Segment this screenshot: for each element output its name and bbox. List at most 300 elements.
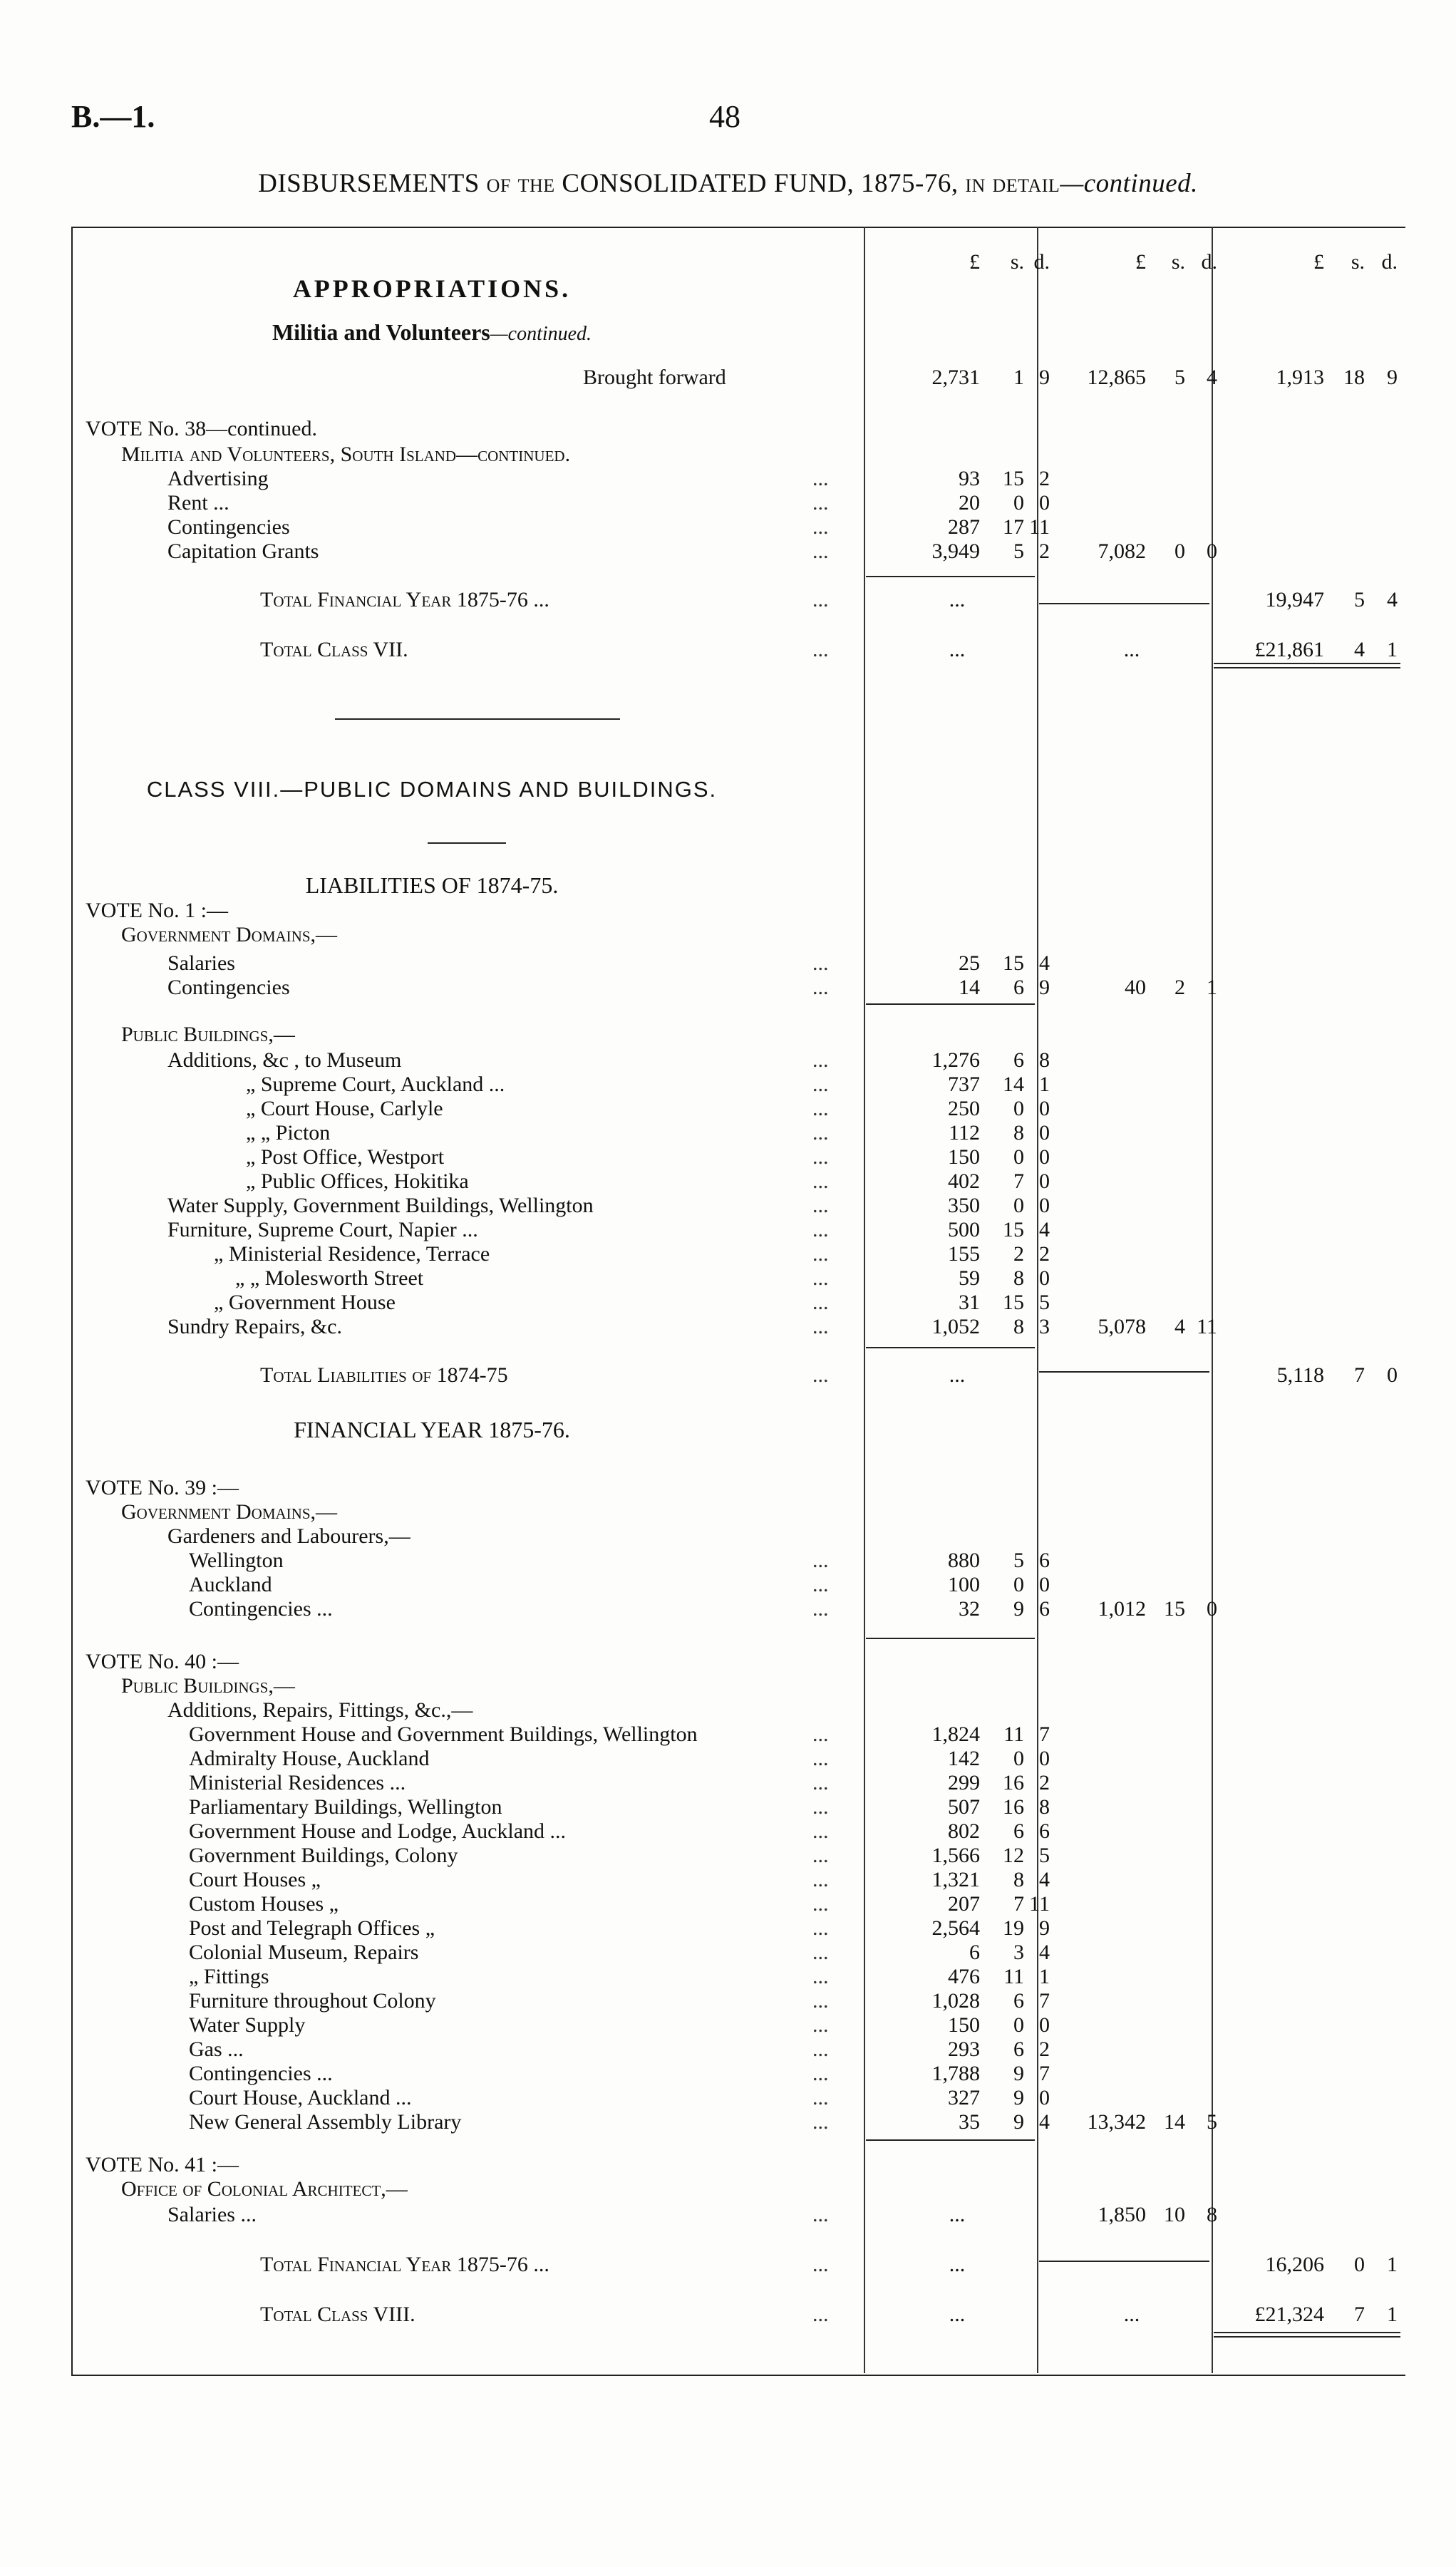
leader-dots: ... (812, 2062, 829, 2085)
pounds-value: 350 (948, 1194, 980, 1217)
row-label: Government House and Lodge, Auckland ... (189, 1819, 567, 1843)
row-label: „ Public Offices, Hokitika (246, 1169, 469, 1193)
leader-dots: ... (812, 467, 829, 490)
shillings-value: 16 (1003, 1771, 1024, 1794)
shillings-value: 5 (1174, 366, 1185, 389)
table-row (0, 2061, 1456, 2087)
row-label: VOTE No. 1 :— (86, 899, 228, 922)
pounds-value: 500 (948, 1218, 980, 1241)
table-row (0, 1596, 1456, 1622)
page-number: 48 (709, 99, 740, 134)
pounds-value: 207 (948, 1892, 980, 1916)
pound-header: £ (1135, 250, 1146, 274)
shillings-value: 7 (1354, 2303, 1365, 2326)
row-label: Militia and Volunteers, South Island—continued. (121, 443, 571, 466)
pounds-value: 155 (948, 1242, 980, 1266)
title-part-a: DISBURSEMENTS (258, 169, 480, 198)
table-row (0, 1048, 1456, 1073)
table-row (0, 898, 1456, 924)
title-part-d: in detail (965, 169, 1060, 198)
table-row (0, 2302, 1456, 2328)
leader-dots: ... (812, 1573, 829, 1596)
pounds-value: ... (949, 1363, 966, 1387)
pounds-value: ... (1123, 638, 1140, 661)
pounds-value: 150 (948, 2013, 980, 2037)
shillings-value: 10 (1164, 2203, 1185, 2226)
shillings-value: 15 (1003, 1218, 1024, 1241)
pounds-value: 250 (948, 1097, 980, 1120)
shillings-value: 14 (1164, 2110, 1185, 2134)
row-label: „ Supreme Court, Auckland ... (246, 1073, 505, 1096)
pounds-value: 32 (959, 1597, 980, 1621)
table-row (0, 1475, 1456, 1501)
table-row (0, 1988, 1456, 2014)
table-row (0, 587, 1456, 613)
row-label: Furniture throughout Colony (189, 1989, 436, 2013)
pence-value: 0 (1207, 1597, 1217, 1621)
title-part-e: —continued. (1060, 169, 1198, 198)
shillings-value: 0 (1354, 2253, 1365, 2276)
row-label: Brought forward (583, 366, 726, 389)
shillings-value: 12 (1003, 1844, 1024, 1867)
pounds-value: 40 (1125, 976, 1146, 999)
shillings-value: 8 (1013, 1121, 1024, 1145)
table-row (0, 1843, 1456, 1869)
table-row (0, 416, 1456, 442)
pence-value: 7 (1039, 1989, 1050, 2013)
row-label: Office of Colonial Architect,— (121, 2177, 408, 2201)
row-label: Advertising (167, 467, 269, 490)
pounds-value: 1,276 (931, 1048, 980, 1072)
row-label: Salaries ... (167, 2203, 257, 2226)
table-row (0, 1746, 1456, 1772)
pence-value: 0 (1387, 1363, 1398, 1387)
table-row (0, 1819, 1456, 1844)
total-rule (1214, 2332, 1400, 2333)
pounds-value: 1,321 (931, 1868, 980, 1891)
shillings-value: 19 (1003, 1916, 1024, 1940)
shillings-value: 5 (1354, 588, 1365, 611)
table-row (0, 1363, 1456, 1388)
table-row (0, 1649, 1456, 1675)
leader-dots: ... (812, 1073, 829, 1096)
shillings-value: 6 (1013, 1989, 1024, 2013)
pence-value: 7 (1039, 1722, 1050, 1746)
pence-value: 0 (1039, 1266, 1050, 1290)
row-label: Additions, &c , to Museum (167, 1048, 402, 1072)
total-rule (1214, 667, 1400, 668)
table-row (0, 922, 1456, 948)
table-row (0, 637, 1456, 663)
subtotal-rule (1039, 603, 1209, 604)
shillings-value: 0 (1013, 491, 1024, 515)
leader-dots: ... (812, 1747, 829, 1770)
subtotal-rule (1039, 1371, 1209, 1373)
leader-dots: ... (812, 2013, 829, 2037)
pence-value: 0 (1039, 2013, 1050, 2037)
pence-value: 11 (1029, 1892, 1050, 1916)
pence-value: 0 (1039, 2086, 1050, 2109)
pence-value: 4 (1387, 588, 1398, 611)
table-row (0, 1698, 1456, 1723)
pounds-value: 1,824 (931, 1722, 980, 1746)
subtotal-rule (1039, 2261, 1209, 2262)
pounds-value: 150 (948, 1145, 980, 1169)
leader-dots: ... (812, 539, 829, 563)
heading-appropriations: APPROPRIATIONS. (292, 274, 572, 303)
pence-value: 0 (1039, 1145, 1050, 1169)
pence-value: 8 (1207, 2203, 1217, 2226)
shillings-value: 5 (1013, 539, 1024, 563)
shillings-value: 6 (1013, 2037, 1024, 2061)
row-label: Contingencies ... (189, 2062, 333, 2085)
table-row (0, 1241, 1456, 1267)
table-row (0, 2085, 1456, 2111)
table-row (0, 1673, 1456, 1699)
table-row (0, 2252, 1456, 2278)
pence-value: 9 (1039, 976, 1050, 999)
page-title (0, 168, 1456, 199)
row-label: „ „ Molesworth Street (235, 1266, 424, 1290)
table-row (0, 1193, 1456, 1219)
table-row (0, 539, 1456, 564)
row-label: Government House and Government Buildings, Wellington (189, 1722, 698, 1746)
pounds-value: 3,949 (931, 539, 980, 563)
pounds-value: 31 (959, 1291, 980, 1314)
leader-dots: ... (812, 2253, 829, 2276)
table-row (0, 951, 1456, 976)
leader-dots: ... (812, 1291, 829, 1314)
pence-value: 0 (1207, 539, 1217, 563)
table-row (0, 1524, 1456, 1549)
table-row (0, 1722, 1456, 1747)
table-row (0, 1022, 1456, 1048)
table-row (0, 1548, 1456, 1574)
pounds-value: 1,566 (931, 1844, 980, 1867)
row-label: Salaries (167, 951, 235, 975)
shillings-value: 18 (1343, 366, 1365, 389)
pence-value: 11 (1197, 1315, 1217, 1338)
leader-dots: ... (812, 1363, 829, 1387)
table-row (0, 1770, 1456, 1796)
row-label: Total Class VIII. (260, 2303, 415, 2326)
pounds-value: 20 (959, 491, 980, 515)
pounds-value: 12,865 (1087, 366, 1146, 389)
shillings-value: 6 (1013, 1048, 1024, 1072)
table-row (0, 1572, 1456, 1598)
pounds-value: 802 (948, 1819, 980, 1843)
pence-value: 1 (1039, 1073, 1050, 1096)
leader-dots: ... (812, 1916, 829, 1940)
row-label: VOTE No. 41 :— (86, 2153, 239, 2176)
shillings-value: 6 (1013, 1819, 1024, 1843)
table-row (0, 1072, 1456, 1097)
pence-value: 4 (1039, 1218, 1050, 1241)
pounds-value: 402 (948, 1169, 980, 1193)
pounds-value: 13,342 (1087, 2110, 1146, 2134)
row-label: Rent ... (167, 491, 229, 515)
row-label: Colonial Museum, Repairs (189, 1941, 419, 1964)
heading-militia-cont: —continued. (490, 323, 592, 345)
leader-dots: ... (812, 1941, 829, 1964)
pounds-value: 25 (959, 951, 980, 975)
row-label: Water Supply (189, 2013, 306, 2037)
pence-header: d. (1033, 250, 1050, 274)
row-label: Gardeners and Labourers,— (167, 1524, 411, 1548)
pence-value: 6 (1039, 1549, 1050, 1572)
column-header-row (0, 249, 1456, 275)
row-label: Post and Telegraph Offices „ (189, 1916, 435, 1940)
section-rule (335, 718, 620, 720)
leader-dots: ... (812, 491, 829, 515)
pounds-value: 880 (948, 1549, 980, 1572)
pounds-value: 5,078 (1098, 1315, 1146, 1338)
pounds-value: 327 (948, 2086, 980, 2109)
row-label: Total Liabilities of 1874-75 (260, 1363, 508, 1387)
pounds-value: 1,052 (931, 1315, 980, 1338)
shillings-value: 16 (1003, 1795, 1024, 1819)
shillings-value: 7 (1013, 1892, 1024, 1916)
pence-value: 8 (1039, 1048, 1050, 1072)
table-row (0, 1964, 1456, 1990)
row-label: Government Domains,— (121, 1500, 337, 1524)
pence-header: d. (1201, 250, 1217, 274)
shillings-value: 9 (1013, 2062, 1024, 2085)
shillings-value: 0 (1013, 1747, 1024, 1770)
row-label: „ Government House (214, 1291, 396, 1314)
row-label: Court House, Auckland ... (189, 2086, 412, 2109)
row-label: Capitation Grants (167, 539, 319, 563)
pounds-value: 1,850 (1098, 2203, 1146, 2226)
pence-value: 2 (1039, 1242, 1050, 1266)
leader-dots: ... (812, 1194, 829, 1217)
leader-dots: ... (812, 1145, 829, 1169)
pence-value: 1 (1387, 638, 1398, 661)
table-row (0, 490, 1456, 516)
leader-dots: ... (812, 976, 829, 999)
leader-dots: ... (812, 1892, 829, 1916)
shillings-value: 14 (1003, 1073, 1024, 1096)
pounds-value: 1,913 (1276, 366, 1324, 389)
shillings-value: 0 (1013, 2013, 1024, 2037)
pence-value: 0 (1039, 1747, 1050, 1770)
table-row (0, 1867, 1456, 1893)
pence-value: 5 (1207, 2110, 1217, 2134)
pound-header: £ (969, 250, 980, 274)
pounds-value: ... (949, 2253, 966, 2276)
leader-dots: ... (812, 1169, 829, 1193)
row-label: Total Financial Year 1875-76 ... (260, 588, 549, 611)
row-label: Contingencies (167, 515, 290, 539)
shilling-header: s. (1351, 250, 1365, 274)
row-label: VOTE No. 38—continued. (86, 417, 317, 440)
leader-dots: ... (812, 1549, 829, 1572)
pounds-value: 6 (969, 1941, 980, 1964)
pounds-value: 299 (948, 1771, 980, 1794)
pounds-value: ... (949, 2203, 966, 2226)
table-row (0, 2152, 1456, 2178)
row-label: VOTE No. 40 :— (86, 1650, 239, 1673)
pence-value: 9 (1039, 1916, 1050, 1940)
total-rule (1214, 663, 1400, 664)
pence-value: 4 (1039, 951, 1050, 975)
leader-dots: ... (812, 1722, 829, 1746)
pence-value: 4 (1039, 1868, 1050, 1891)
shillings-value: 4 (1354, 638, 1365, 661)
pence-value: 3 (1039, 1315, 1050, 1338)
shillings-value: 8 (1013, 1868, 1024, 1891)
leader-dots: ... (812, 1597, 829, 1621)
table-row (0, 1891, 1456, 1917)
heading-militia (0, 319, 864, 346)
pence-value: 0 (1039, 1169, 1050, 1193)
leader-dots: ... (812, 2303, 829, 2326)
pence-value: 2 (1039, 2037, 1050, 2061)
pounds-value: 59 (959, 1266, 980, 1290)
pence-value: 4 (1207, 366, 1217, 389)
heading-militia-text: Militia and Volunteers (272, 319, 490, 345)
leader-dots: ... (812, 951, 829, 975)
table-row (0, 2176, 1456, 2202)
row-label: New General Assembly Library (189, 2110, 462, 2134)
pence-value: 6 (1039, 1597, 1050, 1621)
row-label: Court Houses „ (189, 1868, 321, 1891)
pounds-value: £21,861 (1254, 638, 1324, 661)
table-row (0, 1314, 1456, 1340)
heading-class8: CLASS VIII.—PUBLIC DOMAINS AND BUILDINGS. (146, 777, 718, 802)
row-label: Parliamentary Buildings, Wellington (189, 1795, 502, 1819)
row-label: Government Buildings, Colony (189, 1844, 458, 1867)
title-part-c: CONSOLIDATED FUND, 1875-76, (562, 169, 959, 198)
pence-value: 2 (1039, 1771, 1050, 1794)
pounds-value: 142 (948, 1747, 980, 1770)
leader-dots: ... (812, 1218, 829, 1241)
leader-dots: ... (812, 1771, 829, 1794)
table-row (0, 2202, 1456, 2228)
pence-value: 2 (1039, 539, 1050, 563)
pounds-value: ... (1123, 2303, 1140, 2326)
row-label: Public Buildings,— (121, 1674, 295, 1698)
pounds-value: 7,082 (1098, 539, 1146, 563)
shillings-value: 15 (1003, 467, 1024, 490)
pence-value: 9 (1387, 366, 1398, 389)
pounds-value: 737 (948, 1073, 980, 1096)
shillings-value: 2 (1013, 1242, 1024, 1266)
subtotal-rule (866, 1003, 1035, 1005)
subtotal-rule (866, 1347, 1035, 1348)
shillings-value: 5 (1013, 1549, 1024, 1572)
pounds-value: 2,731 (931, 366, 980, 389)
short-rule (428, 842, 506, 844)
pounds-value: 16,206 (1265, 2253, 1324, 2276)
leader-dots: ... (812, 2037, 829, 2061)
row-label: „ Fittings (189, 1965, 269, 1988)
shillings-value: 9 (1013, 2110, 1024, 2134)
table-row (0, 1940, 1456, 1966)
subtotal-rule (866, 576, 1035, 577)
shilling-header: s. (1010, 250, 1024, 274)
row-label: Contingencies ... (189, 1597, 333, 1621)
shilling-header: s. (1171, 250, 1185, 274)
table-row (0, 1266, 1456, 1291)
pounds-value: 507 (948, 1795, 980, 1819)
leader-dots: ... (812, 1097, 829, 1120)
pence-value: 4 (1039, 1941, 1050, 1964)
pounds-value: 14 (959, 976, 980, 999)
pence-value: 11 (1029, 515, 1050, 539)
subtotal-rule (866, 1638, 1035, 1639)
table-row (0, 365, 1456, 391)
row-label: „ Court House, Carlyle (246, 1097, 443, 1120)
pence-value: 4 (1039, 2110, 1050, 2134)
table-row (0, 1120, 1456, 1146)
row-label: Water Supply, Government Buildings, Wellington (167, 1194, 594, 1217)
table-row (0, 2109, 1456, 2135)
row-label: Sundry Repairs, &c. (167, 1315, 342, 1338)
row-label: Government Domains,— (121, 923, 337, 946)
shillings-value: 0 (1013, 1145, 1024, 1169)
shillings-value: 7 (1354, 1363, 1365, 1387)
table-row (0, 1290, 1456, 1316)
leader-dots: ... (812, 638, 829, 661)
pence-value: 0 (1039, 1097, 1050, 1120)
pence-value: 2 (1039, 467, 1050, 490)
leader-dots: ... (812, 1121, 829, 1145)
shillings-value: 17 (1003, 515, 1024, 539)
pounds-value: 19,947 (1265, 588, 1324, 611)
table-row (0, 1217, 1456, 1243)
row-label: „ Post Office, Westport (246, 1145, 445, 1169)
pound-header: £ (1313, 250, 1324, 274)
subtotal-rule (866, 2139, 1035, 2141)
pounds-value: 35 (959, 2110, 980, 2134)
leader-dots: ... (812, 1868, 829, 1891)
pence-value: 5 (1039, 1291, 1050, 1314)
shillings-value: 15 (1164, 1597, 1185, 1621)
pounds-value: ... (949, 588, 966, 611)
leader-dots: ... (812, 1819, 829, 1843)
row-label: Wellington (189, 1549, 284, 1572)
pence-value: 0 (1039, 491, 1050, 515)
pounds-value: 287 (948, 515, 980, 539)
leader-dots: ... (812, 1315, 829, 1338)
pence-value: 5 (1039, 1844, 1050, 1867)
row-label: Additions, Repairs, Fittings, &c.,— (167, 1698, 473, 1722)
shillings-value: 11 (1003, 1722, 1024, 1746)
pounds-value: 1,012 (1098, 1597, 1146, 1621)
shillings-value: 2 (1174, 976, 1185, 999)
row-label: Contingencies (167, 976, 290, 999)
leader-dots: ... (812, 1048, 829, 1072)
row-label: „ „ Picton (246, 1121, 331, 1145)
row-label: Custom Houses „ (189, 1892, 339, 1916)
row-label: Ministerial Residences ... (189, 1771, 406, 1794)
leader-dots: ... (812, 515, 829, 539)
shillings-value: 1 (1013, 366, 1024, 389)
pounds-value: 112 (949, 1121, 980, 1145)
pence-value: 6 (1039, 1819, 1050, 1843)
row-label: Total Financial Year 1875-76 ... (260, 2253, 549, 2276)
shillings-value: 15 (1003, 951, 1024, 975)
row-label: VOTE No. 39 :— (86, 1476, 239, 1499)
leader-dots: ... (812, 2110, 829, 2134)
table-row (0, 1916, 1456, 1941)
pence-value: 1 (1207, 976, 1217, 999)
table-row (0, 1145, 1456, 1170)
shillings-value: 4 (1174, 1315, 1185, 1338)
row-label: Public Buildings,— (121, 1023, 295, 1046)
table-row (0, 466, 1456, 492)
